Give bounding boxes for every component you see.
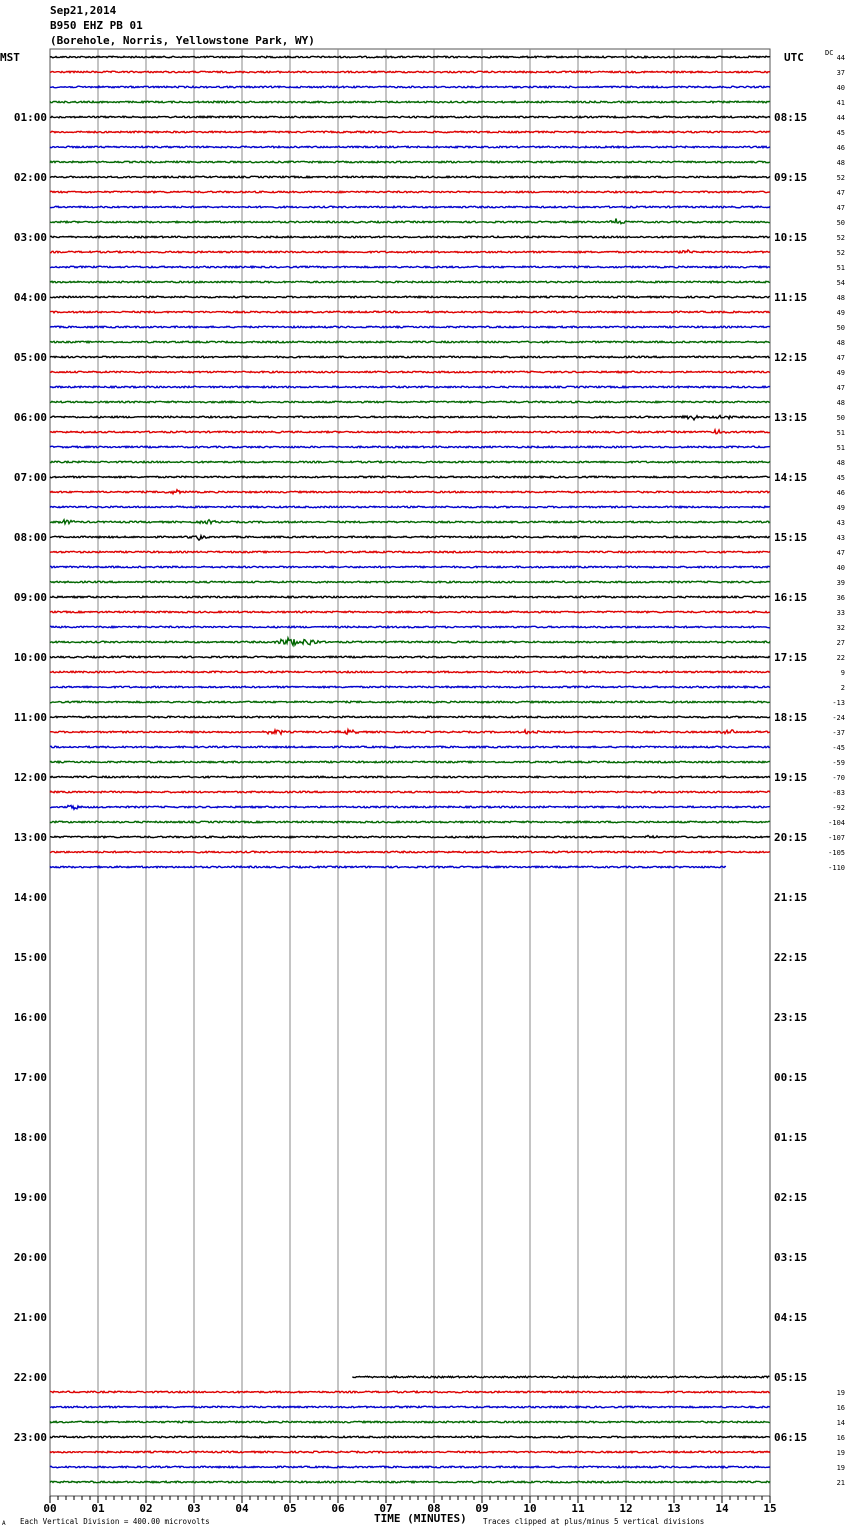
- dc-offset-label: -59: [832, 759, 845, 767]
- dc-offset-label: 46: [836, 489, 845, 497]
- dc-offset-label: 48: [836, 399, 845, 407]
- plot-frame: [50, 49, 770, 1496]
- dc-offset-label: 19: [836, 1464, 845, 1472]
- dc-offset-label: 45: [836, 129, 845, 137]
- trace-row: [50, 656, 770, 658]
- utc-hour-label: 04:15: [774, 1311, 808, 1324]
- dc-offset-label: 43: [836, 534, 845, 542]
- dc-offset-label: 21: [836, 1479, 845, 1487]
- x-tick-label: 02: [139, 1502, 153, 1515]
- left-timezone-label: MST: [0, 51, 20, 64]
- dc-offset-label: 33: [836, 609, 845, 617]
- clip-note: Traces clipped at plus/minus 5 vertical divisions: [483, 1517, 705, 1526]
- utc-hour-label: 23:15: [774, 1011, 808, 1024]
- utc-hour-label: 01:15: [774, 1131, 808, 1144]
- utc-hour-label: 05:15: [774, 1371, 808, 1384]
- mst-hour-label: 16:00: [13, 1011, 47, 1024]
- utc-hour-label: 20:15: [774, 831, 808, 844]
- dc-offset-label: 27: [836, 639, 845, 647]
- trace-row: [50, 776, 770, 778]
- dc-offset-label: 49: [836, 504, 845, 512]
- scale-note: Each Vertical Division = 400.00 microvolts: [20, 1517, 210, 1526]
- mst-hour-label: 23:00: [13, 1431, 47, 1444]
- mst-hour-label: 06:00: [13, 411, 47, 424]
- trace-row: [50, 686, 770, 688]
- dc-offset-label: -107: [828, 834, 845, 842]
- x-tick-label: 15: [763, 1502, 777, 1515]
- dc-offset-label: 37: [836, 69, 845, 77]
- utc-hour-label: 13:15: [774, 411, 808, 424]
- mst-hour-label: 08:00: [13, 531, 47, 544]
- trace-row: [50, 206, 770, 208]
- trace-row: [50, 1391, 770, 1393]
- utc-hour-label: 00:15: [774, 1071, 808, 1084]
- minute-grid: [50, 49, 770, 1496]
- trace-row: [50, 56, 770, 58]
- dc-offset-label: -37: [832, 729, 845, 737]
- dc-offset-label: 47: [836, 189, 845, 197]
- mst-hour-labels: [14, 111, 47, 1444]
- trace-row: [50, 1436, 770, 1438]
- trace-row: [50, 1421, 770, 1423]
- mst-hour-label: 01:00: [13, 111, 47, 124]
- dc-offset-label: -104: [828, 819, 845, 827]
- mst-hour-label: 13:00: [13, 831, 47, 844]
- trace-row: [50, 341, 770, 343]
- mst-hour-label: 02:00: [13, 171, 47, 184]
- trace-row: [50, 821, 770, 823]
- dc-offset-label: 50: [836, 414, 845, 422]
- dc-offset-label: -45: [832, 744, 845, 752]
- trace-row: [50, 311, 770, 313]
- dc-offset-label: -92: [832, 804, 845, 812]
- dc-offset-label: 19: [836, 1449, 845, 1457]
- trace-row: [50, 611, 770, 613]
- dc-offset-label: 47: [836, 549, 845, 557]
- dc-offset-label: 16: [836, 1404, 845, 1412]
- trace-row: [50, 581, 770, 583]
- utc-hour-labels: [774, 111, 807, 1444]
- x-tick-label: 03: [187, 1502, 201, 1515]
- trace-row: [50, 746, 770, 748]
- dc-offset-label: 48: [836, 159, 845, 167]
- trace-row: [50, 250, 770, 253]
- utc-hour-label: 02:15: [774, 1191, 808, 1204]
- trace-row: [50, 1451, 770, 1453]
- dc-offset-label: 36: [836, 594, 845, 602]
- mst-hour-label: 10:00: [13, 651, 47, 664]
- trace-row: [50, 701, 770, 703]
- trace-row: [50, 536, 770, 540]
- dc-offset-label: -110: [828, 864, 845, 872]
- mst-hour-label: 11:00: [13, 711, 47, 724]
- x-tick-label: 08: [427, 1502, 441, 1515]
- trace-row: [50, 86, 770, 88]
- mst-hour-label: 05:00: [13, 351, 47, 364]
- mst-hour-label: 14:00: [13, 891, 47, 904]
- trace-row: [50, 791, 770, 793]
- trace-row: [50, 296, 770, 298]
- utc-hour-label: 15:15: [774, 531, 808, 544]
- trace-row: [50, 461, 770, 463]
- mst-hour-label: 12:00: [13, 771, 47, 784]
- x-tick-label: 13: [667, 1502, 681, 1515]
- dc-offset-label: 50: [836, 219, 845, 227]
- x-tick-label: 14: [715, 1502, 729, 1515]
- dc-offset-label: 44: [836, 54, 845, 62]
- dc-offset-label: 49: [836, 369, 845, 377]
- trace-row: [50, 1481, 770, 1483]
- dc-offset-label: -13: [832, 699, 845, 707]
- trace-row: [50, 626, 770, 628]
- dc-offset-label: 16: [836, 1434, 845, 1442]
- trace-row: [50, 146, 770, 148]
- utc-hour-label: 17:15: [774, 651, 808, 664]
- x-axis-title: TIME (MINUTES): [374, 1512, 467, 1525]
- trace-row: [50, 131, 770, 133]
- trace-group: [50, 56, 770, 1483]
- dc-offset-label: 52: [836, 234, 845, 242]
- trace-row: [50, 281, 770, 283]
- dc-offset-label: 32: [836, 624, 845, 632]
- mst-hour-label: 19:00: [13, 1191, 47, 1204]
- utc-hour-label: 16:15: [774, 591, 808, 604]
- utc-hour-label: 03:15: [774, 1251, 808, 1264]
- trace-row: [50, 371, 770, 373]
- trace-row: [50, 716, 770, 718]
- dc-offset-labels: [828, 54, 845, 1487]
- utc-hour-label: 21:15: [774, 891, 808, 904]
- x-tick-label: 10: [523, 1502, 537, 1515]
- dc-offset-label: 22: [836, 654, 845, 662]
- trace-row: [50, 866, 726, 868]
- dc-offset-label: 41: [836, 99, 845, 107]
- mst-hour-label: 07:00: [13, 471, 47, 484]
- dc-offset-label: -24: [832, 714, 845, 722]
- trace-row: [50, 71, 770, 73]
- trace-row: [50, 566, 770, 568]
- trace-row: [50, 356, 770, 358]
- dc-offset-label: 45: [836, 474, 845, 482]
- dc-header-label: DC: [825, 49, 834, 57]
- corner-mark: A: [2, 1520, 6, 1527]
- utc-hour-label: 19:15: [774, 771, 808, 784]
- trace-row: [50, 805, 770, 809]
- utc-hour-label: 12:15: [774, 351, 808, 364]
- dc-offset-label: 43: [836, 519, 845, 527]
- trace-row: [50, 116, 770, 118]
- dc-offset-label: 48: [836, 339, 845, 347]
- dc-offset-label: 52: [836, 174, 845, 182]
- utc-hour-label: 18:15: [774, 711, 808, 724]
- dc-offset-label: 40: [836, 84, 845, 92]
- dc-offset-label: 40: [836, 564, 845, 572]
- dc-offset-label: 39: [836, 579, 845, 587]
- mst-hour-label: 21:00: [13, 1311, 47, 1324]
- trace-row: [50, 386, 770, 388]
- dc-offset-label: 48: [836, 459, 845, 467]
- plot-date: Sep21,2014: [50, 4, 117, 17]
- utc-hour-label: 08:15: [774, 111, 808, 124]
- utc-hour-label: 14:15: [774, 471, 808, 484]
- dc-offset-label: 47: [836, 384, 845, 392]
- dc-offset-label: 52: [836, 249, 845, 257]
- trace-row: [50, 730, 770, 735]
- dc-offset-label: -105: [828, 849, 845, 857]
- trace-row: [50, 551, 770, 553]
- dc-offset-label: 54: [836, 279, 845, 287]
- station-location: (Borehole, Norris, Yellowstone Park, WY): [50, 34, 315, 47]
- dc-offset-label: 19: [836, 1389, 845, 1397]
- dc-offset-label: 51: [836, 429, 845, 437]
- trace-row: [50, 851, 770, 853]
- x-tick-label: 01: [91, 1502, 105, 1515]
- dc-offset-label: 9: [840, 669, 845, 677]
- dc-offset-label: 49: [836, 309, 845, 317]
- mst-hour-label: 15:00: [13, 951, 47, 964]
- trace-row: [50, 761, 770, 763]
- trace-row: [50, 401, 770, 403]
- trace-row: [50, 161, 770, 163]
- x-tick-label: 11: [571, 1502, 585, 1515]
- trace-row: [50, 520, 770, 524]
- x-tick-label: 05: [283, 1502, 297, 1515]
- trace-row: [50, 506, 770, 508]
- dc-offset-label: 47: [836, 354, 845, 362]
- trace-row: [50, 596, 770, 598]
- x-tick-label: 12: [619, 1502, 633, 1515]
- trace-row: [50, 638, 770, 645]
- dc-offset-label: 14: [836, 1419, 845, 1427]
- utc-hour-label: 06:15: [774, 1431, 808, 1444]
- x-tick-label: 00: [43, 1502, 57, 1515]
- trace-row: [50, 266, 770, 268]
- trace-row: [50, 671, 770, 673]
- mst-hour-label: 09:00: [13, 591, 47, 604]
- trace-row: [50, 1466, 770, 1468]
- dc-offset-label: 44: [836, 114, 845, 122]
- right-timezone-label: UTC: [784, 51, 804, 64]
- dc-offset-label: 2: [840, 684, 845, 692]
- dc-offset-label: -70: [832, 774, 845, 782]
- x-tick-label: 09: [475, 1502, 489, 1515]
- trace-row: [50, 430, 770, 434]
- trace-row: [50, 835, 770, 837]
- dc-offset-label: -83: [832, 789, 845, 797]
- trace-row: [50, 236, 770, 238]
- mst-hour-label: 03:00: [13, 231, 47, 244]
- dc-offset-label: 47: [836, 204, 845, 212]
- mst-hour-label: 22:00: [13, 1371, 47, 1384]
- utc-hour-label: 10:15: [774, 231, 808, 244]
- dc-offset-label: 51: [836, 444, 845, 452]
- utc-hour-label: 22:15: [774, 951, 808, 964]
- x-tick-label: 04: [235, 1502, 249, 1515]
- mst-hour-label: 04:00: [13, 291, 47, 304]
- trace-row: [352, 1376, 769, 1378]
- trace-row: [50, 1406, 770, 1408]
- x-tick-label: 07: [379, 1502, 393, 1515]
- dc-offset-label: 51: [836, 264, 845, 272]
- dc-offset-label: 50: [836, 324, 845, 332]
- trace-row: [50, 446, 770, 448]
- trace-row: [50, 326, 770, 328]
- trace-row: [50, 219, 770, 224]
- utc-hour-label: 11:15: [774, 291, 808, 304]
- trace-row: [50, 476, 770, 478]
- dc-offset-label: 46: [836, 144, 845, 152]
- trace-row: [50, 191, 770, 193]
- station-code: B950 EHZ PB 01: [50, 19, 143, 32]
- trace-row: [50, 101, 770, 103]
- utc-hour-label: 09:15: [774, 171, 808, 184]
- dc-offset-label: 48: [836, 294, 845, 302]
- trace-row: [50, 490, 770, 494]
- trace-row: [50, 416, 770, 420]
- trace-row: [50, 176, 770, 178]
- mst-hour-label: 20:00: [13, 1251, 47, 1264]
- mst-hour-label: 17:00: [13, 1071, 47, 1084]
- x-tick-label: 06: [331, 1502, 345, 1515]
- mst-hour-label: 18:00: [13, 1131, 47, 1144]
